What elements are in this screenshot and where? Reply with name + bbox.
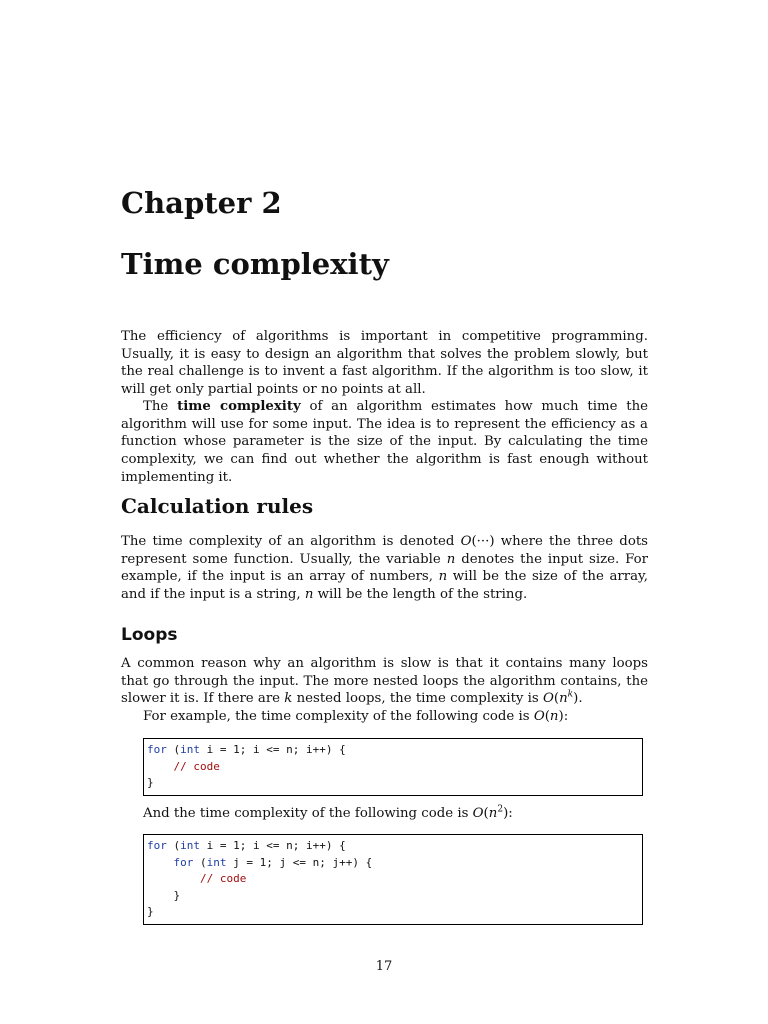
code-line: for (int i = 1; i <= n; i++) { bbox=[147, 743, 346, 756]
loops-paragraph-2: For example, the time complexity of the following code is O(n): bbox=[143, 709, 569, 724]
code-block-nested-loop bbox=[143, 834, 643, 925]
code-line: // code bbox=[199, 872, 247, 885]
code-line: for (int j = 1; j <= n; j++) { bbox=[173, 855, 373, 869]
loops-paragraph-1: A common reason why an algorithm is slow is that it contains many loops that go through the input. The more nested loops the algorithm contains, the slower it is. If there are k nested loops, the time complexity is $O(n^k)$. bbox=[121, 656, 648, 707]
calc-rules-paragraph: The time complexity of an algorithm is denoted O(···) where the three dots represent some function. Usually, the variable n denotes the input size. For example, if the input is an array of numbers, n will be the size of the array, and if the input is a string, n will be the length of the string. bbox=[121, 534, 648, 603]
subsection-heading-loops: Loops bbox=[121, 625, 178, 645]
code-line: } bbox=[147, 888, 181, 902]
intro-paragraph-1: The efficiency of algorithms is important in competitive programming. Usually, it is easy to design an algorithm that solves the problem slowly, but the real challenge is to invent a fast algorithm. If the algorithm is too slow, it will get only partial points or no points at all. bbox=[121, 329, 648, 398]
chapter-title: Time complexity bbox=[121, 247, 389, 281]
term-time-complexity: time complexity bbox=[177, 399, 301, 414]
chapter-label: Chapter 2 bbox=[121, 186, 282, 220]
page-number: 17 bbox=[375, 959, 393, 974]
section-heading-calculation-rules: Calculation rules bbox=[121, 494, 314, 518]
loops-paragraph-3: And the time complexity of the following code is $O(n^2)$: bbox=[143, 804, 513, 821]
code-line: for (int i = 1; i <= n; i++) { bbox=[147, 839, 346, 852]
intro-paragraph-2: The time complexity of an algorithm estimates how much time the algorithm will use for some input. The idea is to represent the efficiency as a function whose parameter is the size of the input. By calculating the time complexity, we can find out whether the algorithm is fast enough without implementing it. bbox=[121, 399, 648, 485]
code-line: } bbox=[147, 776, 154, 789]
code-line: // code bbox=[173, 759, 220, 773]
code-line: } bbox=[147, 905, 154, 918]
code-block-single-loop bbox=[143, 738, 643, 796]
